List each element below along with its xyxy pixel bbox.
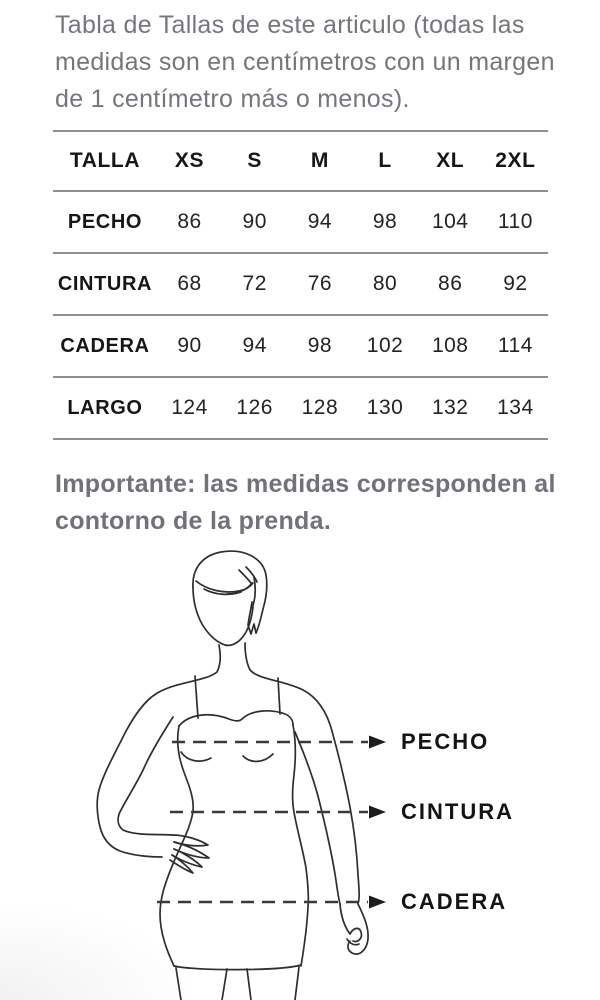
measure-label-cadera: CADERA	[401, 889, 508, 914]
table-row-cintura	[53, 253, 548, 315]
table-row-pecho	[53, 191, 548, 253]
figure-illustration	[0, 545, 600, 1000]
row-label: CINTURA	[57, 272, 153, 295]
size-value: 86	[438, 272, 463, 295]
measure-label-cintura: CINTURA	[401, 799, 514, 824]
size-diagram	[0, 545, 600, 1000]
row-label: CADERA	[60, 334, 150, 357]
size-value: 114	[497, 334, 533, 357]
size-value: 130	[366, 396, 404, 419]
size-value: 72	[242, 272, 267, 295]
size-value: 94	[242, 334, 267, 357]
size-value: 80	[372, 272, 398, 295]
size-table	[53, 130, 548, 440]
column-header-2xl: 2XL	[495, 149, 536, 172]
row-label: LARGO	[67, 396, 143, 419]
measure-label-pecho: PECHO	[401, 729, 490, 754]
column-header-xs: XS	[174, 149, 205, 172]
table-header-row	[53, 131, 548, 191]
size-value: 128	[301, 396, 339, 419]
arrow-right-icon	[369, 736, 386, 749]
intro-text: Tabla de Tallas de este articulo (todas las medidas son en centímetros con un margen de 1 centímetro más o menos).	[55, 11, 555, 113]
size-value: 108	[431, 334, 469, 357]
size-value: 98	[307, 334, 333, 357]
column-header-l: L	[378, 149, 392, 172]
column-header-m: M	[310, 149, 329, 172]
important-note: Importante: las medidas corresponden al contorno de la prenda.	[55, 470, 556, 535]
table-row-cadera	[53, 315, 548, 377]
size-value: 126	[236, 396, 273, 419]
size-value: 90	[177, 334, 202, 357]
size-value: 102	[366, 334, 404, 357]
size-value: 86	[177, 210, 202, 233]
size-value: 98	[372, 210, 398, 233]
size-value: 134	[497, 396, 534, 419]
size-value: 92	[503, 272, 528, 295]
arrow-right-icon	[369, 806, 386, 819]
size-value: 76	[307, 272, 333, 295]
size-value: 110	[497, 210, 533, 233]
size-value: 68	[177, 272, 202, 295]
column-header-xl: XL	[436, 149, 465, 172]
size-value: 132	[431, 396, 469, 419]
row-label: PECHO	[67, 210, 143, 233]
arrow-right-icon	[369, 896, 386, 909]
woman-figure	[97, 551, 368, 1000]
size-value: 90	[242, 210, 267, 233]
size-value: 94	[307, 210, 333, 233]
column-header-s: S	[247, 149, 262, 172]
size-value: 104	[431, 210, 469, 233]
size-value: 124	[171, 396, 208, 419]
column-header-talla: TALLA	[69, 149, 141, 172]
table-row-largo	[53, 377, 548, 439]
